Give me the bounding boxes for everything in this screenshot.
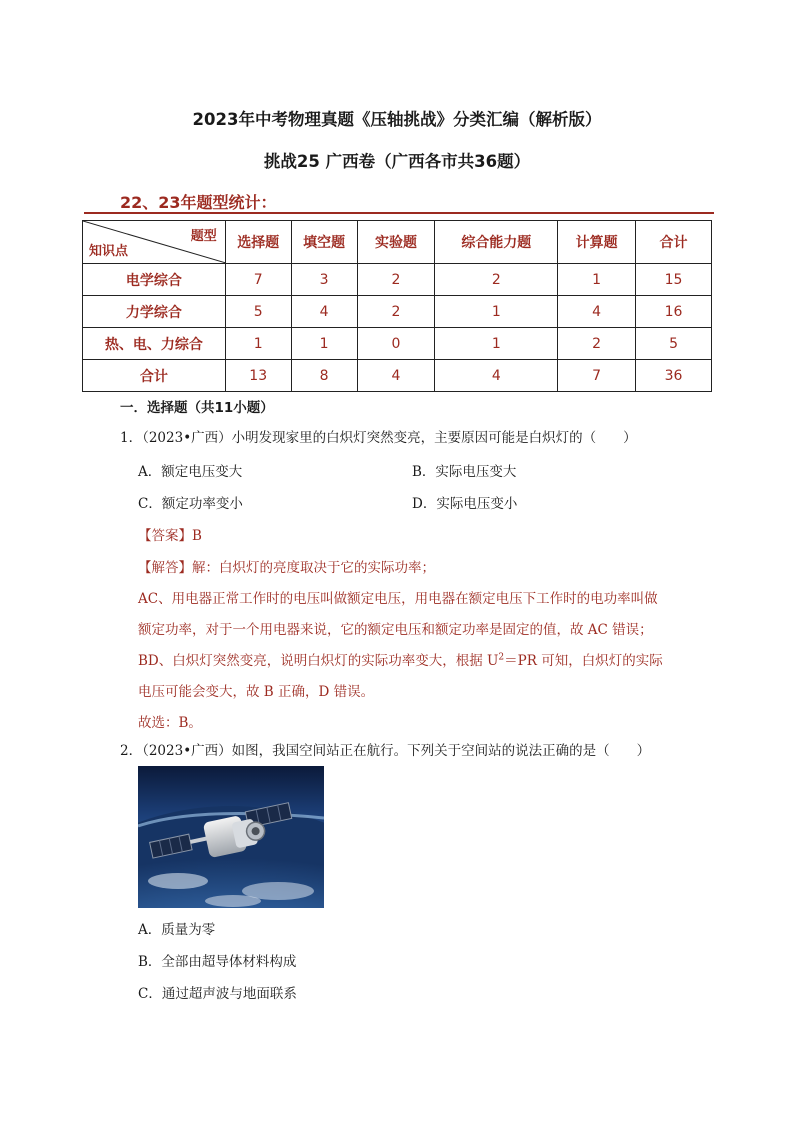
column-header: 合计 [636,221,712,264]
table-row [83,296,712,328]
table-cell: 36 [636,360,712,392]
question-1-option-d: D．实际电压变小 [412,496,518,512]
table-row [83,360,712,392]
question-1-analysis-line: 故选：B。 [138,715,202,731]
analysis-text: BD、白炽灯突然变亮，说明白炽灯的实际功率变大，根据 U [138,653,499,669]
row-label: 合计 [83,360,226,392]
question-1-analysis-line [138,649,663,669]
table-cell: 2 [357,264,435,296]
table-cell: 1 [225,328,291,360]
question-1-answer [138,524,202,544]
space-station-illustration [138,766,324,908]
table-cell: 15 [636,264,712,296]
column-header: 计算题 [558,221,636,264]
table-header-row [83,221,712,264]
heading-underline [84,212,714,214]
column-header: 选择题 [225,221,291,264]
question-1-option-b: B．实际电压变大 [412,464,517,480]
table-cell: 4 [435,360,558,392]
table-cell: 1 [291,328,357,360]
table-cell: 2 [357,296,435,328]
question-1-analysis-line: 电压可能会变大，故 B 正确，D 错误。 [138,684,375,700]
column-header: 实验题 [357,221,435,264]
table-cell: 4 [357,360,435,392]
table-cell: 1 [558,264,636,296]
question-2-option-b: B．全部由超导体材料构成 [138,954,297,970]
table-row [83,328,712,360]
row-label: 热、电、力综合 [83,328,226,360]
document-subtitle: 挑战25 广西卷（广西各市共36题） [263,152,531,171]
table-cell: 0 [357,328,435,360]
question-1-analysis-line: AC、用电器正常工作时的电压叫做额定电压，用电器在额定电压下工作时的电功率叫做 [138,591,658,607]
question-1-analysis-line [138,556,435,576]
question-2-stem: 2．（2023•广西）如图，我国空间站正在航行。下列关于空间站的说法正确的是（ ） [120,743,651,759]
corner-bottom-label: 知识点 [89,244,129,259]
section-title: 一．选择题（共11小题） [120,400,274,416]
analysis-text: ＝PR 可知，白炽灯的实际 [504,653,663,669]
question-2-option-c: C．通过超声波与地面联系 [138,986,297,1002]
table-cell: 7 [558,360,636,392]
question-1-analysis-line: 额定功率，对于一个用电器来说，它的额定电压和额定功率是固定的值，故 AC 错误； [138,622,653,638]
row-label: 电学综合 [83,264,226,296]
table-row [83,264,712,296]
analysis-label: 【解答】 [138,560,192,576]
answer-value: B [192,528,202,544]
table-cell: 8 [291,360,357,392]
column-header: 综合能力题 [435,221,558,264]
table-cell: 2 [435,264,558,296]
stats-heading: 22、23年题型统计： [120,193,277,212]
space-station-photo [138,766,324,908]
question-2-option-a: A．质量为零 [138,922,216,938]
table-cell: 5 [225,296,291,328]
table-cell: 13 [225,360,291,392]
stats-table [82,220,712,392]
corner-top-label: 题型 [190,229,217,244]
table-cell: 2 [558,328,636,360]
question-1-stem: 1．（2023•广西）小明发现家里的白炽灯突然变亮，主要原因可能是白炽灯的（ ） [120,430,637,446]
analysis-text: 解：白炽灯的亮度取决于它的实际功率； [192,560,435,576]
question-1-option-a: A．额定电压变大 [138,464,243,480]
table-cell: 5 [636,328,712,360]
question-1-option-c: C．额定功率变小 [138,496,243,512]
superscript: 2 [498,652,505,663]
table-cell: 1 [435,296,558,328]
document-title: 2023年中考物理真题《压轴挑战》分类汇编（解析版） [192,110,602,129]
table-cell: 7 [225,264,291,296]
column-header: 填空题 [291,221,357,264]
table-cell: 16 [636,296,712,328]
row-label: 力学综合 [83,296,226,328]
answer-label: 【答案】 [138,528,192,544]
table-cell: 1 [435,328,558,360]
table-cell: 4 [291,296,357,328]
table-cell: 3 [291,264,357,296]
table-cell: 4 [558,296,636,328]
table-corner-cell [83,221,226,264]
